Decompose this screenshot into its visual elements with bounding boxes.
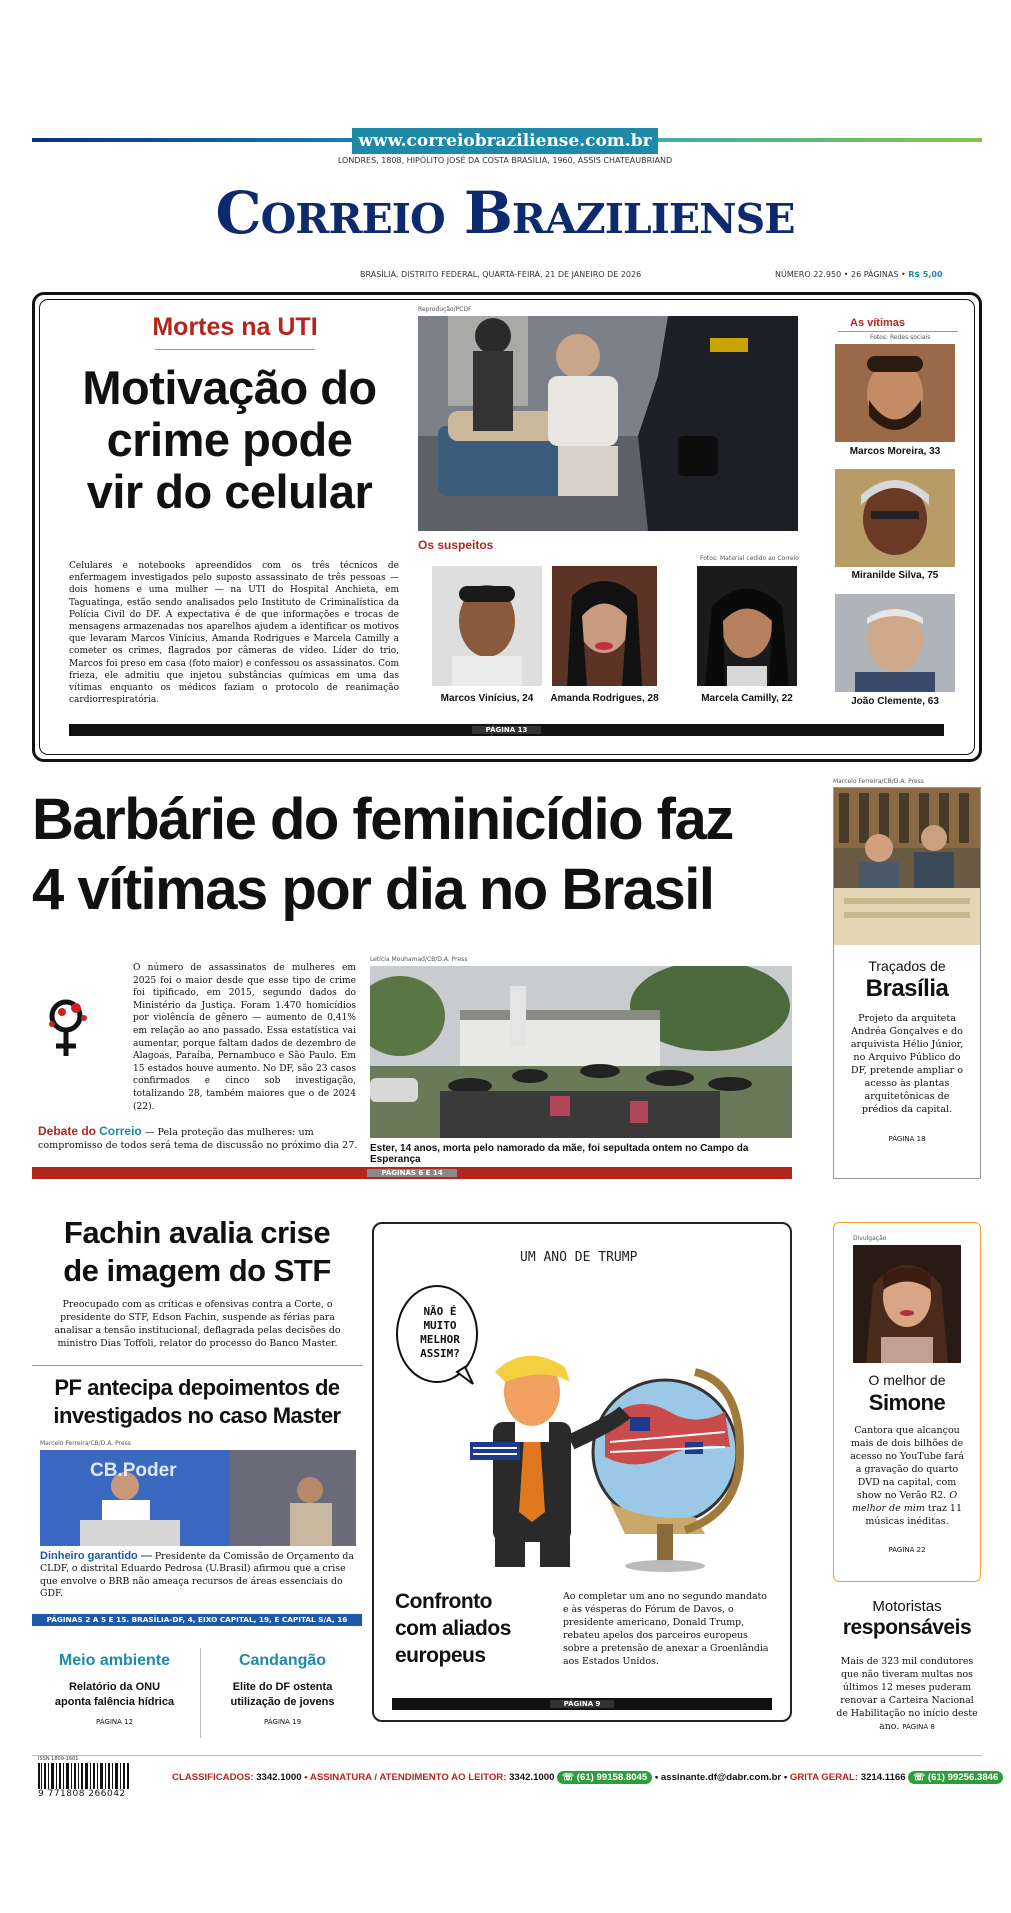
femicide-page-bar[interactable]: [32, 1167, 792, 1179]
meio-ambiente-page[interactable]: PÁGINA 12: [95, 1718, 134, 1726]
candangao-line: utilização de jovens: [230, 1696, 335, 1708]
femicide-headline-line: Barbárie do feminicídio faz: [32, 787, 733, 852]
femicide-headline-line: 4 vítimas por dia no Brasil: [32, 857, 714, 922]
issn: ISSN 1809-1601: [38, 1756, 79, 1762]
brasilia-page[interactable]: PÁGINA 18: [888, 1135, 926, 1143]
uti-headline-line: crime pode: [106, 413, 353, 466]
debate-brand: Correio: [99, 1124, 142, 1138]
fachin-headline-line: Fachin avalia crise: [63, 1215, 331, 1250]
architects-photo-art: [834, 788, 980, 945]
candangao-teaser[interactable]: [200, 1680, 365, 1710]
motoristas-kicker: Motoristas: [872, 1598, 942, 1615]
funeral-caption: Ester, 14 anos, morta pelo namorado da mãe, foi sepultada ontem no Campo da Esperança: [370, 1143, 749, 1165]
kicker-rule: [155, 349, 315, 350]
victims-credit: Fotos: Redes sociais: [870, 334, 931, 341]
candangao-kicker: Candangão: [238, 1652, 327, 1669]
whatsapp-badge-2[interactable]: ☏ (61) 99256.3846: [908, 1771, 1003, 1784]
cartoon-page-ref: PÁGINA 9: [550, 1700, 615, 1708]
victims-rule: [838, 331, 958, 332]
uti-headline-line: vir do celular: [86, 465, 373, 518]
whatsapp-badge-1[interactable]: ☏ (61) 99158.8045: [557, 1771, 652, 1784]
victim-portrait-art: [835, 344, 955, 442]
suspect-portrait-art: [432, 566, 542, 686]
column-divider: [32, 1365, 362, 1366]
pf-photo-credit: Marcelo Ferreira/CB/D.A. Press: [40, 1440, 131, 1447]
dinheiro-text: Presidente da Comissão de Orçamento da CLDF, o distrital Eduardo Pedrosa (U.Brasil) afirmou que a crise que envolve o BRB não ameaça recursos de áreas essenciais do GDF.: [40, 1551, 354, 1600]
funeral-photo: [370, 966, 792, 1138]
cbpoder-photo-art: [40, 1450, 356, 1546]
suspects-credit: Fotos: Material cedido ao Correio: [700, 555, 799, 562]
suspect-portrait-art: [697, 566, 797, 686]
confronto-body: Ao completar um ano no segundo mandato e às vésperas do Fórum de Davos, o presidente americano, Donald Trump, rebateu apelos dos parceiros europeus sobre a pretensão de anexar a Groenlândia aos Estados Unidos.: [563, 1591, 769, 1667]
victim-portrait-art: [835, 469, 955, 567]
founder-line: LONDRES, 1808, HIPÓLITO JOSÉ DA COSTA BRASÍLIA, 1960, ASSIS CHATEAUBRIAND: [337, 156, 673, 165]
victims-label: As vítimas: [850, 317, 906, 329]
candangao-page[interactable]: PÁGINA 19: [263, 1718, 302, 1726]
brasilia-body: Projeto da arquiteta Andréa Gonçalves e do arquivista Hélio Júnior, no Arquivo Público do DF, pretende ampliar o acesso às plantas arquitetônicas de prédios da capital.: [850, 1013, 964, 1115]
grita-geral-phone[interactable]: 3214.1166: [860, 1772, 906, 1783]
barcode-number: 9 771808 266042: [38, 1789, 126, 1799]
classificados-label: CLASSIFICADOS:: [172, 1772, 254, 1783]
whatsapp-number-2: (61) 99256.3846: [927, 1772, 999, 1783]
classificados-phone[interactable]: 3342.1000: [256, 1772, 302, 1783]
uti-photo-credit: Reprodução/PCDF: [418, 306, 472, 313]
confronto-headline-line: Confronto: [395, 1590, 492, 1613]
fachin-headline[interactable]: [32, 1214, 362, 1290]
uti-headline[interactable]: [52, 362, 407, 518]
price: R$ 5,00: [908, 270, 943, 279]
debate-text: — Pela proteção das mulheres: um compromisso de todos será tema de discussão no próximo dia 27.: [38, 1127, 358, 1151]
dateline: BRASÍLIA, DISTRITO FEDERAL, QUARTA-FEIRA, 21 DE JANEIRO DE 2026: [360, 270, 642, 279]
whatsapp-number-1: (61) 99158.8045: [576, 1772, 648, 1783]
speech-line: NÃO É: [423, 1305, 457, 1318]
uti-page-ref: PÁGINA 13: [472, 726, 542, 734]
female-symbol-icon: [42, 994, 98, 1060]
meio-ambiente-line: Relatório da ONU: [68, 1681, 161, 1693]
pf-headline[interactable]: [32, 1374, 362, 1430]
simone-page[interactable]: PÁGINA 22: [888, 1546, 926, 1554]
uti-body: Celulares e notebooks apreendidos com os três técnicos de enfermagem investigados pelo suposto assassinato de três pessoas — dois homens e uma mulher — na UTI do Hospital Anchieta, em Taguatinga, estão sendo analisados pelo Instituto de Criminalística da Polícia Civil do DF. A expectativa é de que informações e trocas de mensagens armazenadas nos aparelhos ajudem a identificar os motivos que levaram Marcos Vinícius, Amanda Rodrigues e Marcela Camilly a cometer os crimes, flagrados por câmeras de vídeo. Líder do trio, Marcos foi preso em casa (foto maior) e confessou os assassinatos. Com frieza, ele admitiu que injetou substâncias químicas em uma das vítimas enquanto os médicos faziam o protocolo de reanimação cardiorrespiratória.: [69, 561, 399, 706]
grita-geral-label: GRITA GERAL:: [789, 1772, 859, 1783]
femicide-body: O número de assassinatos de mulheres em 2025 foi o maior desde que esse tipo de crime foi tipificado, em 2015, segundo dados do Ministério da Justiça. Foram 1.470 homicídios por violência de gênero — aumento de 0,41% em relação ao ano passado. Essa estatística vai aumentar, porque faltam dados de dezembro de Alagoas, Paraíba, Pernambuco e São Paulo. Em 15 estados houve aumento. No DF, são 23 casos confirmados e cinco sob investigação, totalizando 28, também maiores que o de 2024 (22).: [133, 963, 356, 1112]
footer-rule: [32, 1755, 982, 1756]
motoristas-page: PÁGINA 8: [902, 1723, 935, 1731]
meio-ambiente-kicker: Meio ambiente: [58, 1652, 171, 1669]
brasilia-kicker: Traçados de: [868, 958, 946, 974]
site-url[interactable]: www.correiobraziliense.com.br: [352, 128, 658, 154]
cbpoder-tv-text: CB.Poder: [90, 1460, 177, 1481]
femicide-page-ref: PÁGINAS 6 E 14: [367, 1169, 456, 1177]
cartoon-page-bar[interactable]: [392, 1698, 772, 1710]
speech-line: MELHOR: [420, 1333, 460, 1346]
victim-photo: [835, 469, 955, 567]
architects-photo: [834, 788, 980, 945]
fachin-body: Preocupado com as críticas e ofensivas contra a Corte, o presidente do STF, Edson Fachin, suspende as férias para analisar a tensão institucional, deflagrada pelas decisões do ministro Dias Toffoli, relator do processo do Banco Master.: [54, 1299, 341, 1349]
debate-label: Debate do: [38, 1124, 97, 1138]
suspect-photo: [697, 566, 797, 686]
victim-caption: Marcos Moreira, 33: [849, 446, 941, 457]
uti-headline-line: Motivação do: [82, 361, 377, 414]
funeral-photo-credit: Letícia Mouhamad/CB/D.A. Press: [370, 956, 468, 963]
suspect-photo: [552, 566, 657, 686]
confronto-headline-line: com aliados: [395, 1617, 511, 1640]
dinheiro-teaser[interactable]: [40, 1550, 356, 1601]
cartoon-title: UM ANO DE TRUMP: [520, 1250, 638, 1265]
uti-page-bar[interactable]: [69, 724, 944, 736]
assinatura-phone[interactable]: 3342.1000: [509, 1772, 555, 1783]
suspects-label: Os suspeitos: [418, 538, 494, 552]
confronto-headline[interactable]: [395, 1588, 555, 1669]
victim-portrait-art: [835, 594, 955, 692]
suspect-photo: [432, 566, 542, 686]
funeral-photo-art: [370, 966, 792, 1138]
uti-kicker: Mortes na UTI: [152, 313, 318, 341]
meio-ambiente-teaser[interactable]: [32, 1680, 197, 1710]
victim-photo: [835, 344, 955, 442]
cbpoder-photo: [40, 1450, 356, 1546]
footer-contacts: [172, 1771, 999, 1784]
edition-number: NÚMERO 22.950 • 26 PÁGINAS •: [775, 270, 906, 279]
simone-photo-art: [853, 1245, 961, 1363]
suspect-caption: Marcela Camilly, 22: [701, 693, 793, 704]
speech-line: ASSIM?: [420, 1347, 460, 1360]
edition-info: [775, 270, 943, 279]
female-symbol-art: [42, 994, 98, 1060]
motoristas-body: Mais de 323 mil condutores que não tiveram multas nos últimos 12 meses puderam renovar a Carteira Nacional de Habilitação no início deste ano.: [836, 1656, 978, 1732]
simone-photo: [853, 1245, 961, 1363]
dinheiro-label: Dinheiro garantido —: [40, 1550, 152, 1562]
arrest-photo-art: [418, 316, 798, 531]
meio-ambiente-line: aponta falência hídrica: [54, 1696, 175, 1708]
barcode-art: [38, 1763, 130, 1789]
brasilia-credit: Marcelo Ferreira/CB/D.A. Press: [833, 778, 924, 785]
victim-caption: Miranilde Silva, 75: [851, 570, 939, 581]
motoristas-title: responsáveis: [842, 1616, 972, 1639]
speech-line: MUITO: [423, 1319, 457, 1332]
simone-credit: Divulgação: [853, 1235, 887, 1242]
simone-kicker: O melhor de: [868, 1372, 946, 1388]
pf-headline-line: investigados no caso Master: [53, 1403, 341, 1428]
barcode-icon: [38, 1763, 130, 1789]
simone-body-text: Cantora que alcançou mais de dois bilhões de acesso no YouTube fará a gravação do quarto DVD na capital, com show no Verão R2.: [850, 1425, 964, 1501]
motoristas-teaser[interactable]: [833, 1655, 981, 1734]
victim-caption: João Clemente, 63: [851, 696, 939, 707]
simone-title: Simone: [868, 1390, 946, 1415]
newspaper-masthead: Correio Braziliense: [215, 179, 795, 247]
trump-speech-bubble: [405, 1305, 475, 1361]
debate-teaser[interactable]: [38, 1125, 360, 1152]
pf-headline-line: PF antecipa depoimentos de: [54, 1375, 340, 1400]
brasilia-title: Brasília: [865, 975, 949, 1002]
suspect-caption: Amanda Rodrigues, 28: [550, 693, 659, 704]
simone-body-text-2: traz 11 músicas inéditas.: [865, 1503, 963, 1527]
candangao-line: Elite do DF ostenta: [232, 1681, 333, 1693]
fachin-headline-line: de imagem do STF: [63, 1253, 331, 1288]
simone-album-title: O melhor de mim: [851, 1490, 958, 1514]
assinante-email[interactable]: • assinante.df@dabr.com.br •: [654, 1772, 788, 1783]
simone-body: [848, 1424, 966, 1528]
victim-photo: [835, 594, 955, 692]
pf-pages-bar[interactable]: PÁGINAS 2 A 5 E 15. BRASÍLIA-DF, 4, EIXO CAPITAL, 19, E CAPITAL S/A, 16: [32, 1614, 362, 1626]
assinatura-label: • ASSINATURA / ATENDIMENTO AO LEITOR:: [304, 1772, 507, 1783]
uti-arrest-photo: [418, 316, 798, 531]
confronto-headline-line: europeus: [395, 1644, 486, 1667]
femicide-headline[interactable]: [32, 785, 812, 925]
suspect-portrait-art: [552, 566, 657, 686]
suspect-caption: Marcos Vinícius, 24: [440, 693, 534, 704]
